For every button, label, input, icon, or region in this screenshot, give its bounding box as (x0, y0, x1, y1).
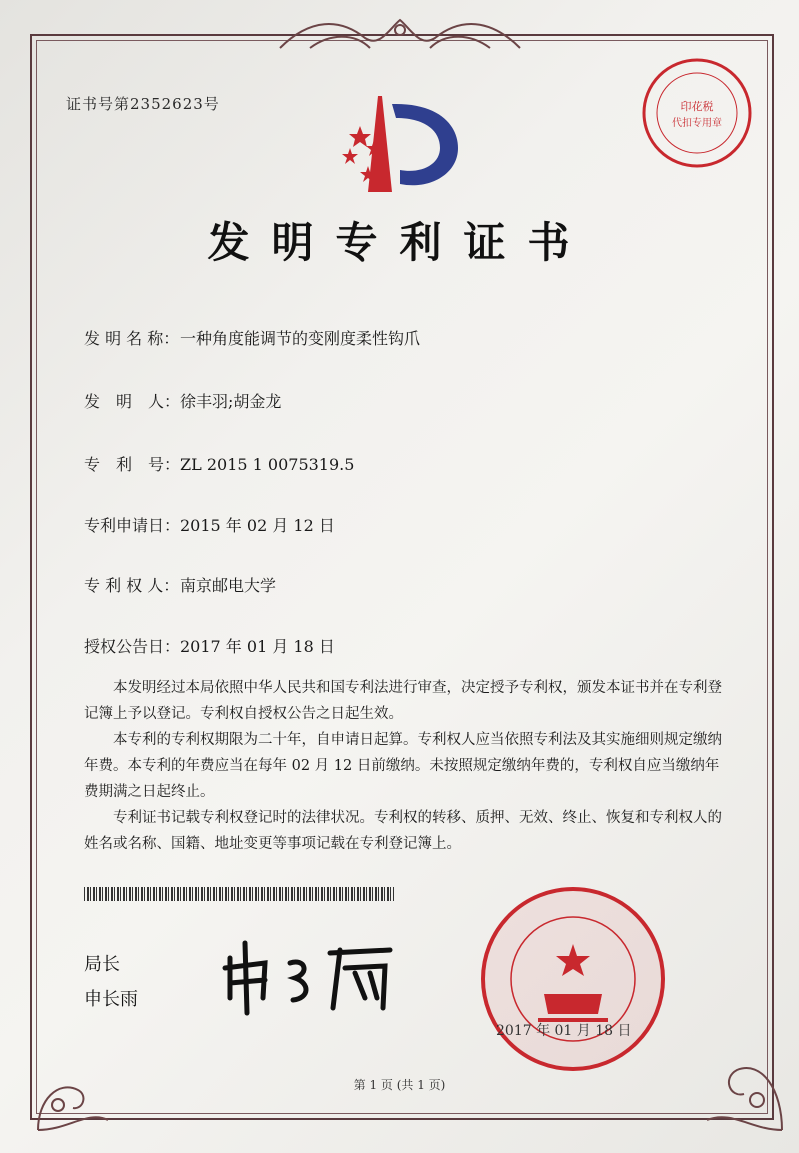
field-label: 发 明 名 称： (84, 329, 180, 348)
director-signature (215, 928, 405, 1018)
field-label: 专 利 号： (84, 455, 181, 474)
field-inventor (84, 389, 281, 412)
field-label: 发 明 人： (84, 392, 181, 411)
patent-office-logo (330, 96, 470, 196)
official-seal (478, 884, 668, 1074)
field-label: 专 利 权 人： (84, 576, 180, 595)
field-patent-number (84, 452, 354, 475)
field-application-date (84, 513, 335, 536)
director-name: 申长雨 (84, 989, 138, 1010)
svg-text:代扣专用章: 代扣专用章 (672, 118, 722, 129)
field-label: 专利申请日： (84, 516, 181, 535)
field-label: 授权公告日： (84, 637, 181, 656)
certificate-body (84, 675, 724, 857)
barcode (84, 887, 394, 901)
field-value: ZL 2015 1 0075319.5 (180, 455, 355, 474)
tax-stamp (640, 56, 754, 170)
page-footer: 第 1 页 (共 1 页) (353, 1078, 446, 1092)
seal-date: 2017 年 01 月 18 日 (496, 1023, 632, 1039)
document-title: 发明专利证书 (207, 218, 592, 267)
paragraph: 本发明经过本局依照中华人民共和国专利法进行审查，决定授予专利权，颁发本证书并在专利登记簿上予以登记。专利权自授权公告之日起生效。 (84, 680, 722, 722)
field-value: 徐丰羽;胡金龙 (180, 392, 282, 411)
field-value: 2017 年 01 月 18 日 (180, 637, 335, 656)
field-value: 2015 年 02 月 12 日 (180, 516, 335, 535)
svg-text:印花税: 印花税 (680, 100, 714, 113)
paragraph: 专利证书记载专利权登记时的法律状况。专利权的转移、质押、无效、终止、恢复和专利权人的姓名或名称、国籍、地址变更等事项记载在专利登记簿上。 (84, 810, 722, 852)
field-grant-date (84, 634, 335, 657)
director-title: 局长 (84, 954, 120, 975)
field-value: 一种角度能调节的变刚度柔性钩爪 (180, 329, 421, 348)
field-patentee (84, 573, 276, 596)
field-invention-name (84, 326, 420, 349)
top-ornament (270, 8, 530, 58)
certificate-number: 证书号第2352623号 (66, 95, 220, 113)
field-value: 南京邮电大学 (180, 576, 277, 595)
paragraph: 本专利的专利权期限为二十年，自申请日起算。专利权人应当依照专利法及其实施细则规定缴纳年费。本专利的年费应当在每年 02 月 12 日前缴纳。未按照规定缴纳年费的，专利权自应当缴纳年费期满之日起终止。 (84, 732, 722, 800)
